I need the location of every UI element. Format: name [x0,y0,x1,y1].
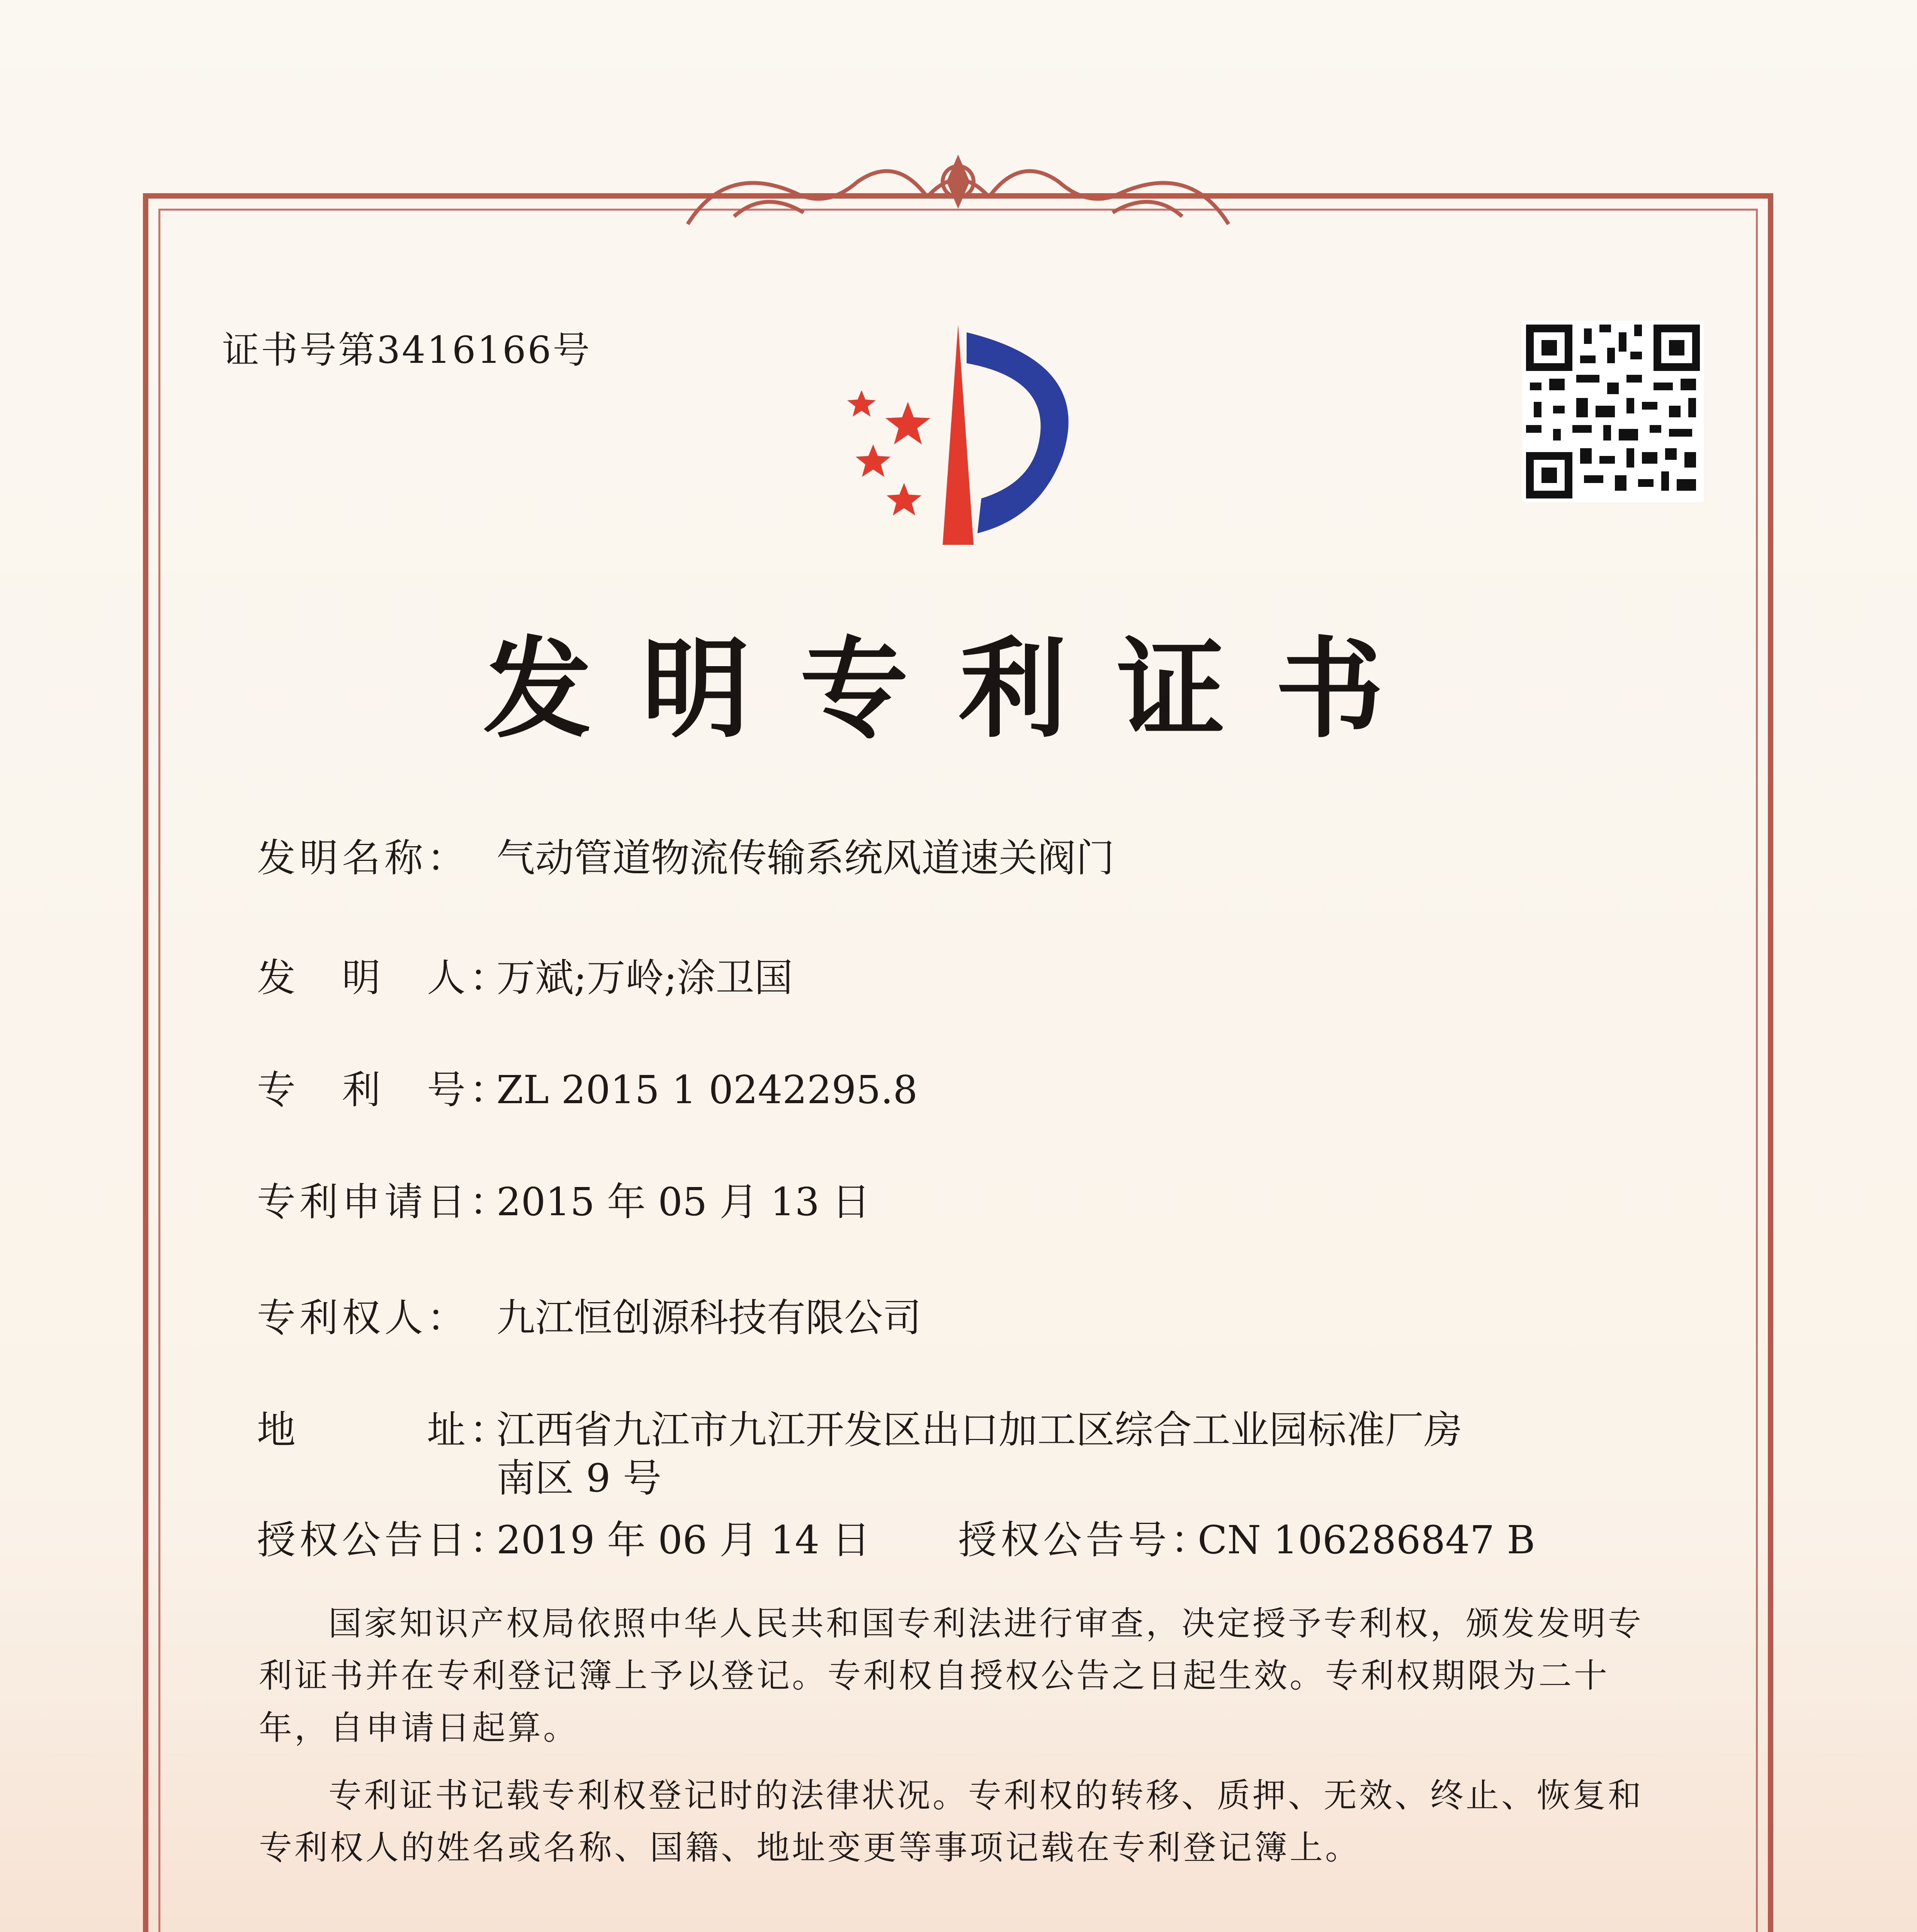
field-patentee [257,1287,921,1342]
field-address-line2 [496,1447,661,1503]
legal-paragraph-2: 专利证书记载专利权登记时的法律状况。专利权的转移、质押、无效、终止、恢复和专利权人的姓名或名称、国籍、地址变更等事项记载在专利登记簿上。 [259,1776,1643,1867]
field-grant-date [257,1509,870,1565]
field-value: 江西省九江市九江开发区出口加工区综合工业园标准厂房 [496,1407,1462,1452]
legal-paragraph-1: 国家知识产权局依照中华人民共和国专利法进行审查，决定授予专利权，颁发发明专利证书并在专利登记簿上予以登记。专利权自授权公告之日起生效。专利权期限为二十年，自申请日起算。 [259,1604,1643,1747]
field-value: 万斌;万岭;涂卫国 [496,955,793,1000]
field-value: 南区 9 号 [496,1456,662,1501]
field-value: ZL 2015 1 0242295.8 [496,1067,918,1112]
field-label: 授权公告号： [958,1517,1213,1563]
field-label: 发明名称： [257,835,469,881]
field-value: CN 106286847 B [1198,1517,1535,1563]
patent-office-logo [815,317,1101,564]
field-label: 专利权人： [257,1295,469,1340]
field-invention-name [257,827,1115,883]
field-value: 2015 年 05 月 13 日 [496,1179,870,1225]
field-value: 九江恒创源科技有限公司 [496,1295,921,1340]
field-value: 2019 年 06 月 14 日 [496,1517,870,1563]
field-patent-number [257,1059,918,1114]
qr-code [1522,321,1704,502]
certificate-number: 证书号第3416166号 [222,328,591,372]
field-label: 地 址： [257,1407,512,1452]
field-value: 气动管道物流传输系统风道速关阀门 [496,835,1115,881]
field-label: 专 利 号： [257,1067,512,1112]
field-inventors [257,947,793,1002]
field-label: 专利申请日： [257,1179,512,1225]
field-label: 发 明 人： [257,955,512,1000]
top-ornament [680,147,1236,236]
field-grant-number [958,1509,1535,1565]
field-address [257,1399,1462,1454]
field-application-date [257,1171,870,1226]
certificate-title: 发明专利证书 [483,627,1434,753]
field-label: 授权公告日： [257,1517,512,1563]
